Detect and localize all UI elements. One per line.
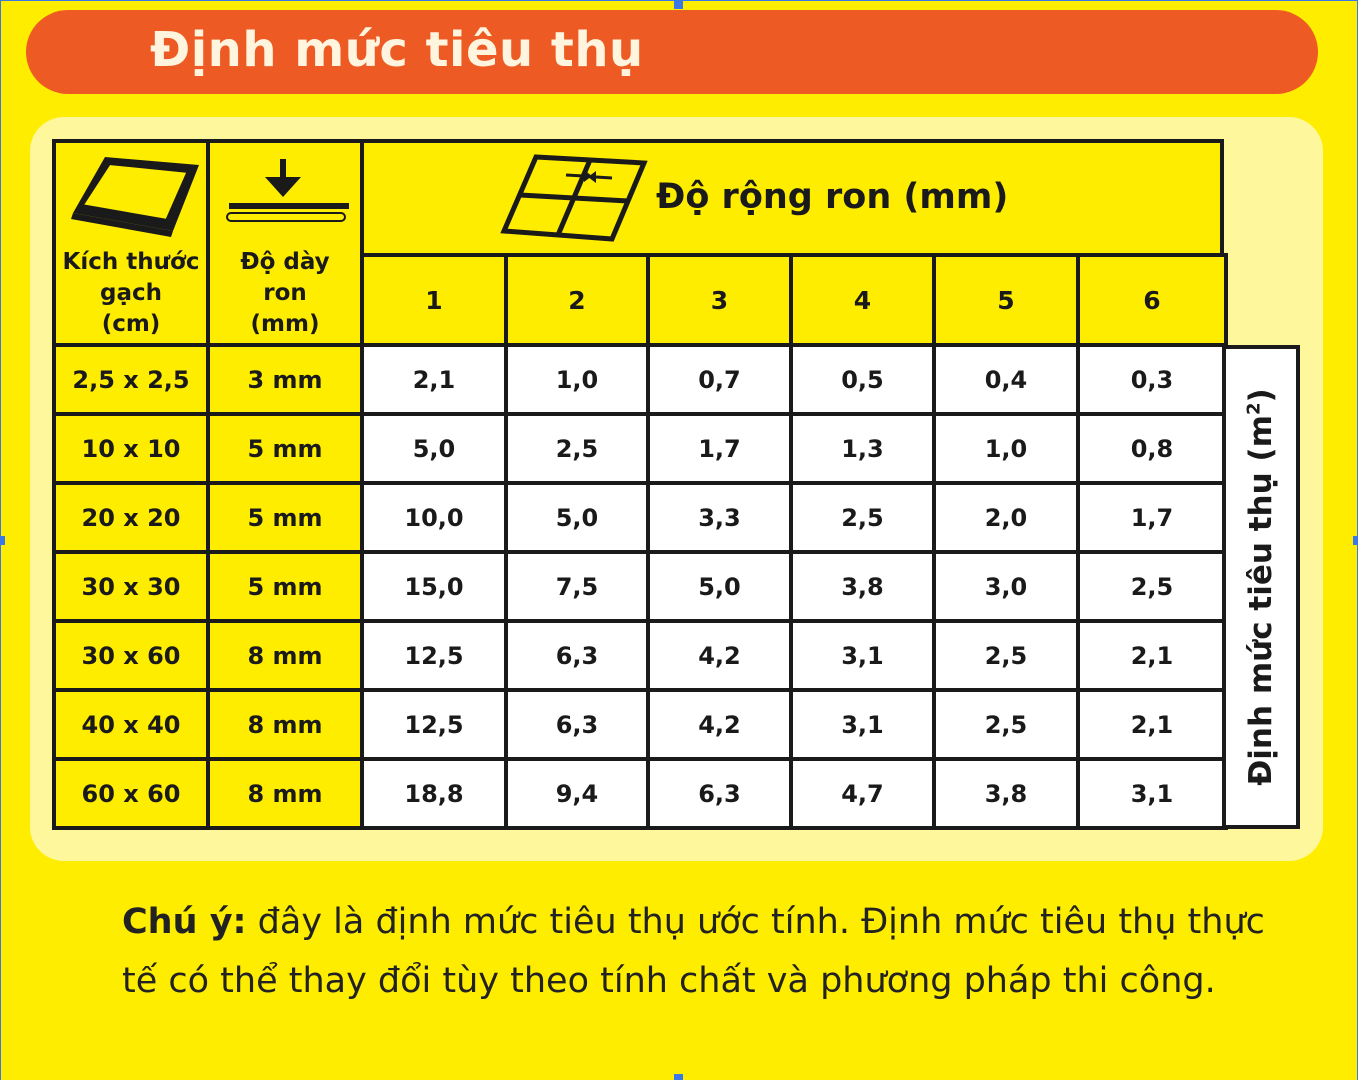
consumption-value-cell: 2,1	[360, 343, 508, 416]
consumption-value-cell: 2,1	[1076, 619, 1228, 692]
tile-icon	[65, 151, 205, 241]
joint-width-1: 1	[360, 253, 508, 347]
tile-size-label-line1: Kích thước	[62, 249, 200, 275]
consumption-value-cell: 2,5	[504, 412, 650, 485]
resize-handle-left[interactable]	[0, 536, 5, 545]
tile-size-cell: 2,5 x 2,5	[52, 343, 210, 416]
thickness-cell: 3 mm	[206, 343, 364, 416]
consumption-value-cell: 0,7	[646, 343, 793, 416]
tile-size-cell: 60 x 60	[52, 757, 210, 830]
page-title: Định mức tiêu thụ	[150, 22, 644, 78]
thickness-header	[206, 139, 364, 347]
note-text	[122, 893, 1302, 1011]
joint-width-label: Độ rộng ron (mm)	[656, 177, 1009, 217]
joint-width-2: 2	[504, 253, 650, 347]
consumption-value-cell: 3,8	[932, 757, 1080, 830]
consumption-value-cell: 7,5	[504, 550, 650, 623]
joint-width-header	[360, 139, 1224, 257]
consumption-value-cell: 3,3	[646, 481, 793, 554]
consumption-value-cell: 2,5	[932, 619, 1080, 692]
tile-size-cell: 20 x 20	[52, 481, 210, 554]
consumption-value-cell: 2,1	[1076, 688, 1228, 761]
joint-width-3: 3	[646, 253, 793, 347]
thickness-label-line3: (mm)	[250, 311, 320, 337]
resize-handle-bottom[interactable]	[674, 1074, 683, 1080]
resize-handle-top[interactable]	[674, 0, 683, 9]
consumption-value-cell: 1,3	[789, 412, 936, 485]
consumption-value-cell: 2,5	[789, 481, 936, 554]
consumption-value-cell: 10,0	[360, 481, 508, 554]
consumption-value-cell: 4,7	[789, 757, 936, 830]
consumption-value-cell: 1,0	[504, 343, 650, 416]
consumption-value-cell: 1,7	[1076, 481, 1228, 554]
tile-joint-icon	[500, 153, 650, 243]
joint-width-4: 4	[789, 253, 936, 347]
consumption-value-cell: 12,5	[360, 688, 508, 761]
consumption-value-cell: 3,1	[789, 619, 936, 692]
consumption-value-cell: 5,0	[646, 550, 793, 623]
consumption-value-cell: 0,5	[789, 343, 936, 416]
thickness-cell: 5 mm	[206, 550, 364, 623]
consumption-value-cell: 0,3	[1076, 343, 1228, 416]
consumption-value-cell: 1,7	[646, 412, 793, 485]
thickness-cell: 8 mm	[206, 757, 364, 830]
tile-size-header	[52, 139, 210, 347]
consumption-value-cell: 4,2	[646, 688, 793, 761]
side-label: Định mức tiêu thụ $(m^2)$	[1243, 388, 1279, 786]
thickness-cell: 8 mm	[206, 619, 364, 692]
consumption-value-cell: 3,0	[932, 550, 1080, 623]
consumption-value-cell: 3,1	[1076, 757, 1228, 830]
consumption-value-cell: 6,3	[504, 619, 650, 692]
consumption-value-cell: 2,5	[932, 688, 1080, 761]
consumption-value-cell: 1,0	[932, 412, 1080, 485]
consumption-value-cell: 2,5	[1076, 550, 1228, 623]
consumption-value-cell: 12,5	[360, 619, 508, 692]
tile-size-cell: 40 x 40	[52, 688, 210, 761]
consumption-value-cell: 5,0	[504, 481, 650, 554]
consumption-value-cell: 9,4	[504, 757, 650, 830]
thickness-label-line1: Độ dày	[240, 249, 330, 275]
consumption-value-cell: 3,1	[789, 688, 936, 761]
thickness-cell: 8 mm	[206, 688, 364, 761]
tile-size-label-line2: gạch	[100, 280, 162, 306]
tile-size-label-line3: (cm)	[101, 311, 161, 337]
tile-size-cell: 30 x 60	[52, 619, 210, 692]
thickness-cell: 5 mm	[206, 481, 364, 554]
consumption-value-cell: 18,8	[360, 757, 508, 830]
joint-width-5: 5	[932, 253, 1080, 347]
note-label: Chú ý:	[122, 902, 247, 942]
thickness-label-line2: ron	[263, 280, 307, 306]
consumption-value-cell: 5,0	[360, 412, 508, 485]
consumption-value-cell: 0,4	[932, 343, 1080, 416]
consumption-value-cell: 2,0	[932, 481, 1080, 554]
consumption-value-cell: 15,0	[360, 550, 508, 623]
thickness-cell: 5 mm	[206, 412, 364, 485]
note-body: đây là định mức tiêu thụ ước tính. Định mức tiêu thụ thực tế có thể thay đổi tùy theo tính chất và phương pháp thi công.	[122, 902, 1265, 1001]
resize-handle-right[interactable]	[1353, 536, 1358, 545]
tile-size-cell: 30 x 30	[52, 550, 210, 623]
thickness-arrow-icon	[219, 155, 359, 235]
consumption-value-cell: 0,8	[1076, 412, 1228, 485]
consumption-value-cell: 6,3	[646, 757, 793, 830]
consumption-value-cell: 4,2	[646, 619, 793, 692]
tile-size-cell: 10 x 10	[52, 412, 210, 485]
side-label-box	[1222, 345, 1300, 829]
joint-width-6: 6	[1076, 253, 1228, 347]
consumption-value-cell: 3,8	[789, 550, 936, 623]
title-banner	[26, 10, 1318, 94]
consumption-value-cell: 6,3	[504, 688, 650, 761]
